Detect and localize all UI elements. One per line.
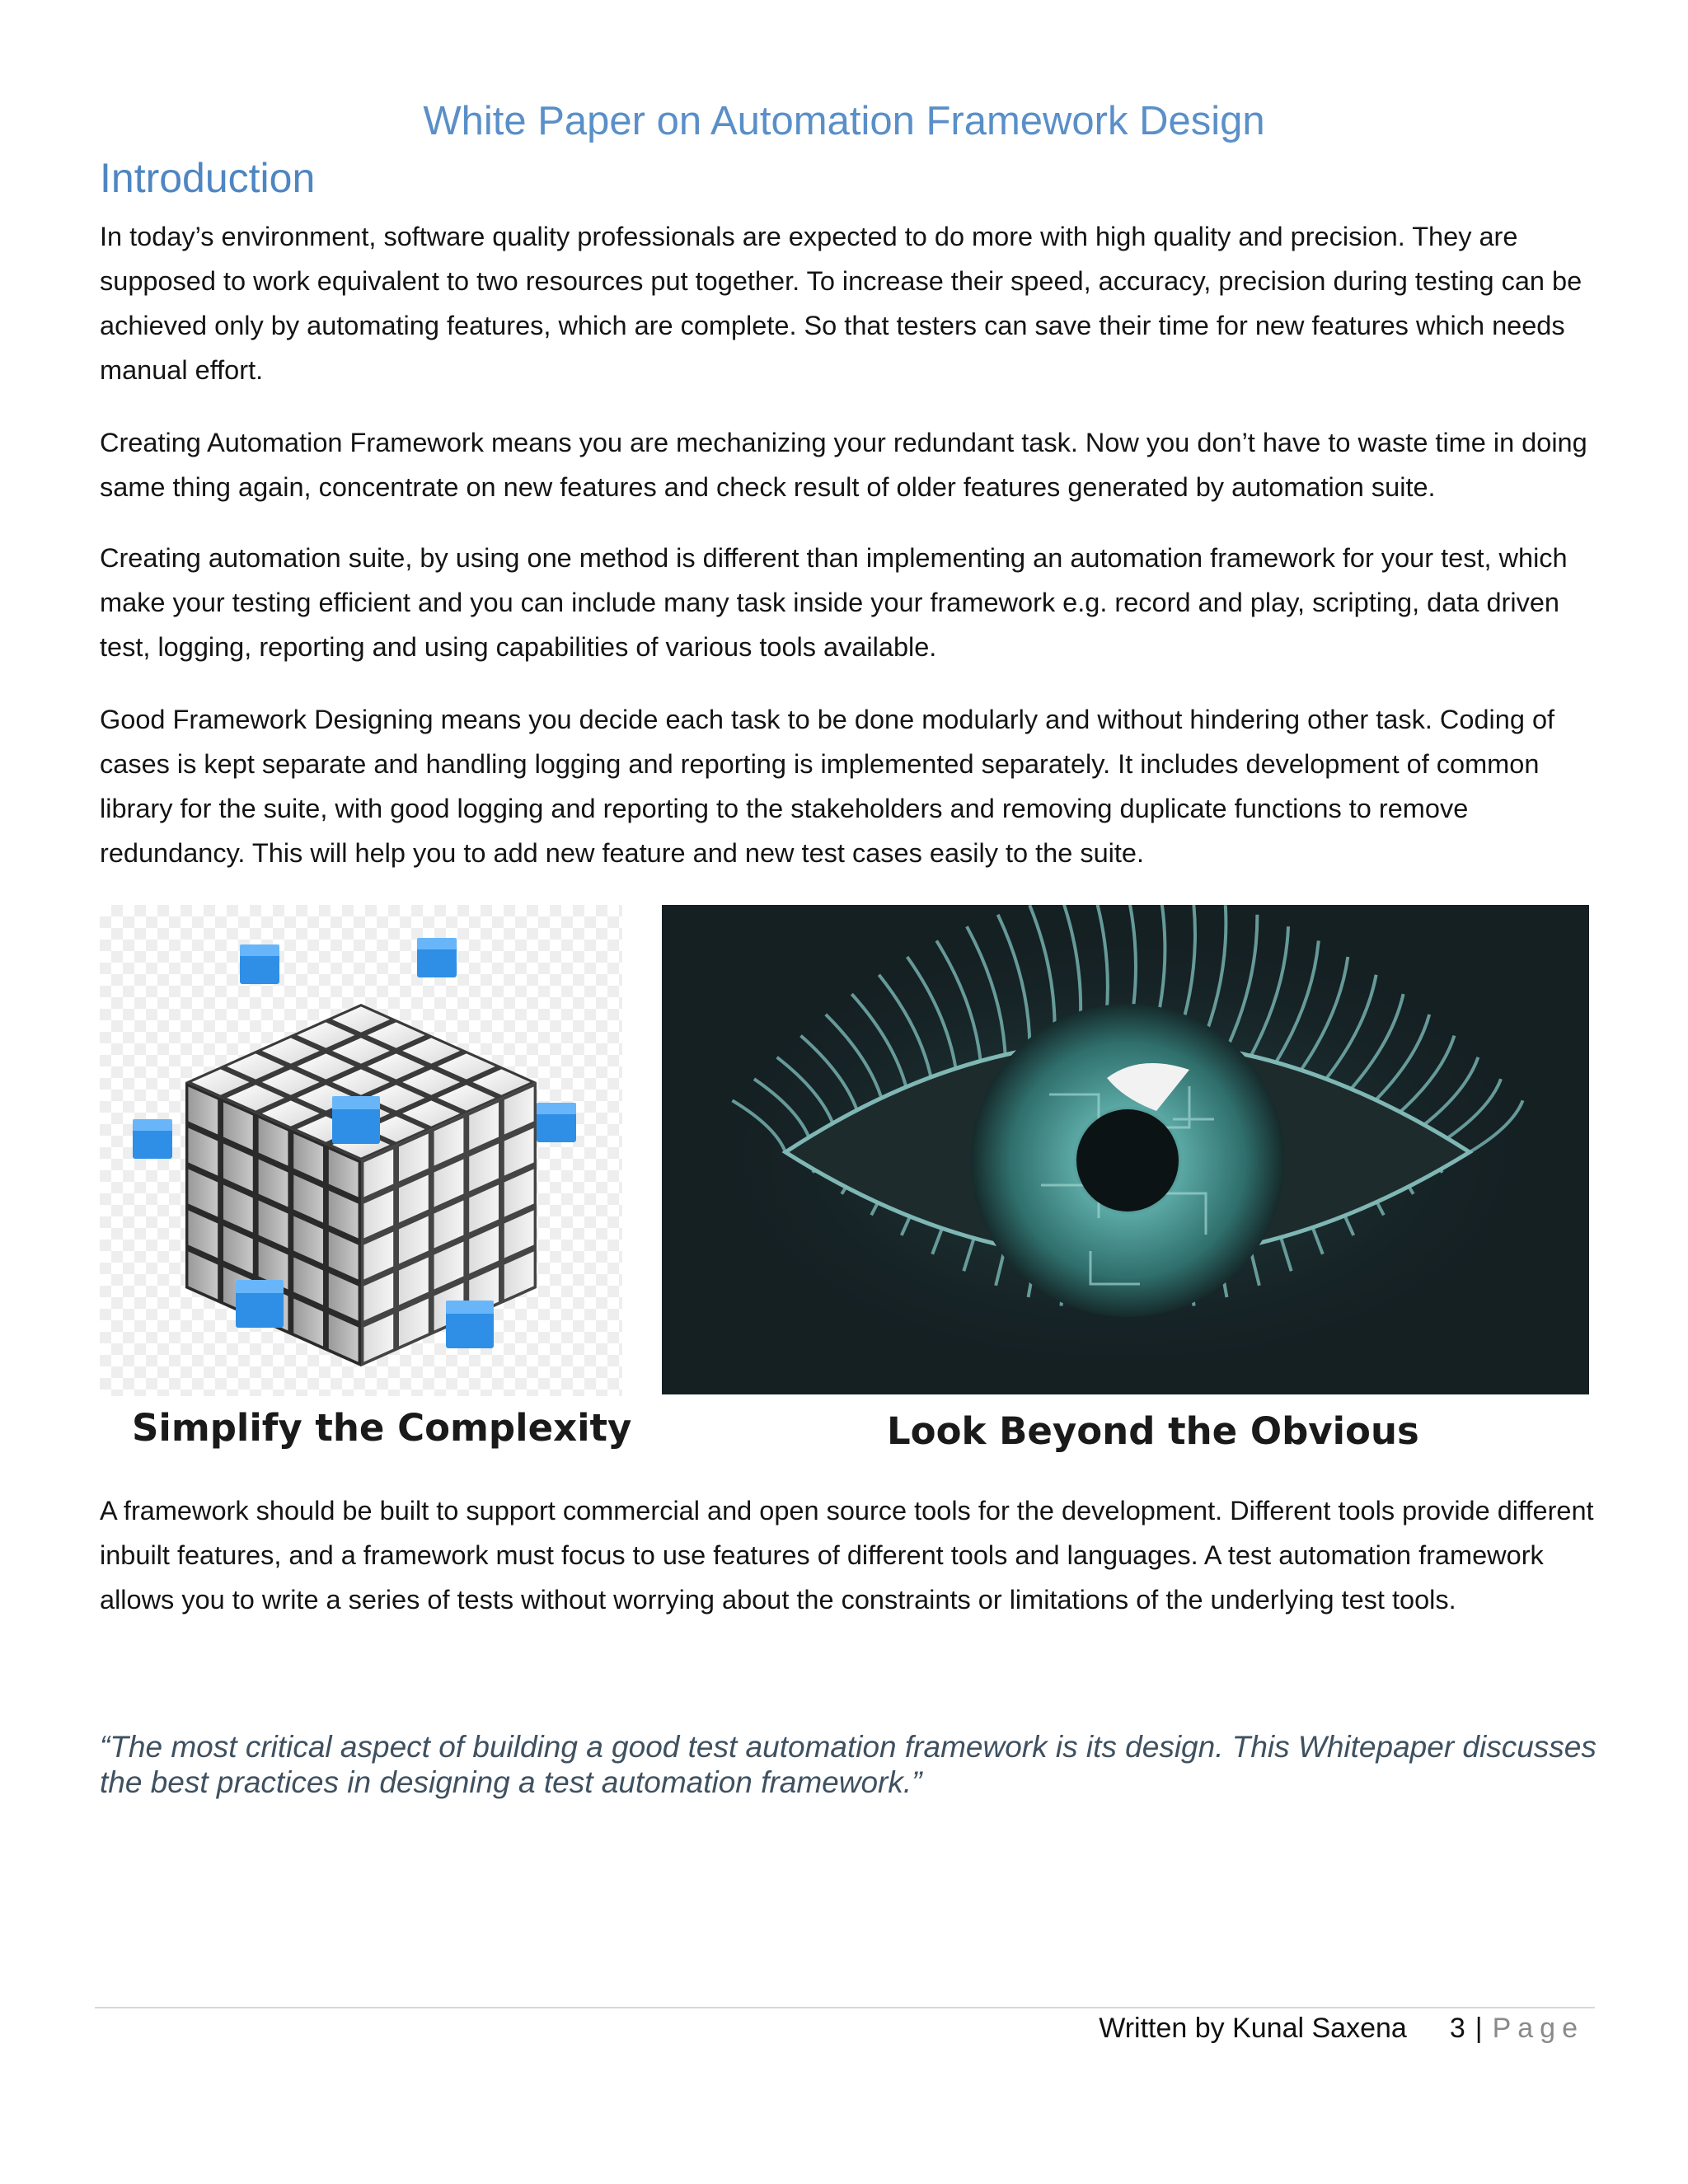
pull-quote: “The most critical aspect of building a good test automation framework is its design. This Whitepaper discusses the best practices in designing a test automation framework.” <box>100 1730 1597 1799</box>
paragraph-automation-suite: Creating automation suite, by using one method is different than implementing an automation framework for your test, which make your testing efficient and you can include many task inside your framework e.g. record and play, scripting, data driven test, logging, reporting and using capabilities of various tools available. <box>100 543 1568 662</box>
cube-icon <box>100 905 622 1396</box>
paragraph-framework-design: Good Framework Designing means you decide each task to be done modularly and without hindering other task. Coding of cases is kept separate and handling logging and reporting is implemented separately. It includes development of common library for the suite, with good logging and reporting to the stakeholders and removing duplicate functions to remove redundancy. This will help you to add new feature and new test cases easily to the suite. <box>100 705 1555 868</box>
page-number: 3 <box>1449 2013 1465 2044</box>
section-heading: Introduction <box>100 155 316 201</box>
footer-divider <box>95 2007 1595 2008</box>
eye-image <box>662 905 1589 1394</box>
eye-image-caption: Look Beyond the Obvious <box>887 1409 1419 1453</box>
cube-image-caption: Simplify the Complexity <box>132 1406 632 1450</box>
page-footer <box>1099 2013 1584 2045</box>
footer-separator: | <box>1475 2013 1483 2044</box>
cube-image <box>100 905 622 1396</box>
eye-icon <box>662 905 1589 1394</box>
footer-author: Written by Kunal Saxena <box>1099 2013 1407 2044</box>
page-label: Page <box>1492 2013 1584 2044</box>
paragraph-intro: In today’s environment, software quality professionals are expected to do more with high quality and precision. They are supposed to work equivalent to two resources put together. To increase their speed, accuracy, precision during testing can be achieved only by automating features, which are complete. So that testers can save their time for new features which needs manual effort. <box>100 222 1582 385</box>
paragraph-framework-creation: Creating Automation Framework means you are mechanizing your redundant task. Now you don’t have to waste time in doing same thing again, concentrate on new features and check result of older features generated by automation suite. <box>100 428 1587 502</box>
document-title: White Paper on Automation Framework Design <box>423 99 1265 143</box>
paragraph-framework-tools: A framework should be built to support commercial and open source tools for the development. Different tools provide different inbuilt features, and a framework must focus to use features of different tools and languages. A test automation framework allows you to write a series of tests without worrying about the constraints or limitations of the underlying test tools. <box>100 1496 1594 1615</box>
